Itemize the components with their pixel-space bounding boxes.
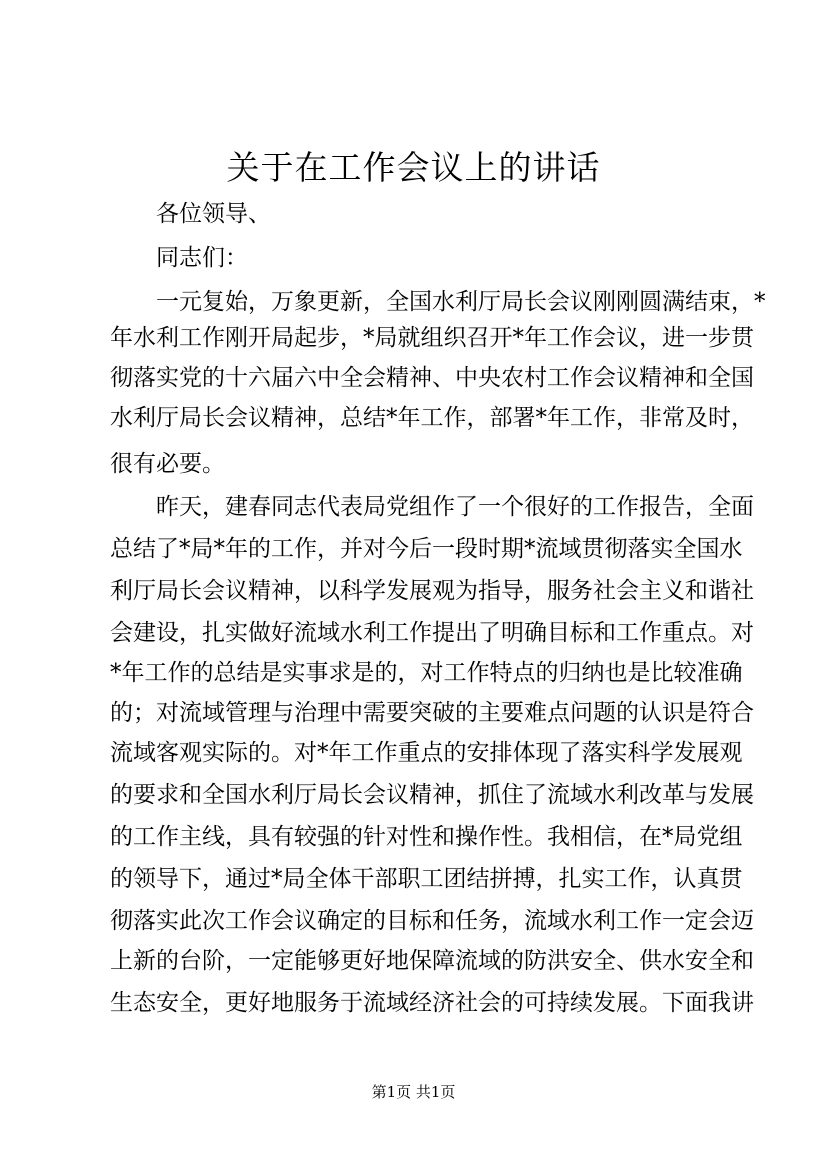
paragraph-2-line: 的工作主线，具有较强的针对性和操作性。我相信，在*局党组 — [110, 824, 743, 850]
document-title: 关于在工作会议上的讲话 — [226, 148, 601, 187]
page-number-footer: 第1页 共1页 — [371, 1083, 456, 1101]
paragraph-2-line: 流域客观实际的。对*年工作重点的安排体现了落实科学发展观 — [110, 740, 743, 766]
paragraph-2-line: 的要求和全国水利厅局长会议精神，抓住了流域水利改革与发展 — [110, 782, 754, 808]
paragraph-2-line: 会建设，扎实做好流域水利工作提出了明确目标和工作重点。对 — [110, 620, 754, 646]
paragraph-1-line: 年水利工作刚开局起步，*局就组织召开*年工作会议，进一步贯 — [110, 325, 754, 351]
paragraph-1-line: 水利厅局长会议精神，总结*年工作，部署*年工作，非常及时， — [110, 405, 754, 431]
paragraph-2-line: *年工作的总结是实事求是的，对工作特点的归纳也是比较准确 — [110, 660, 743, 686]
paragraph-1-line: 彻落实党的十六届六中全会精神、中央农村工作会议精神和全国 — [110, 365, 754, 391]
paragraph-2-line: 总结了*局*年的工作，并对今后一段时期*流域贯彻落实全国水 — [110, 536, 743, 562]
paragraph-2-line: 利厅局长会议精神，以科学发展观为指导，服务社会主义和谐社 — [110, 578, 754, 604]
salutation-comrades: 同志们： — [156, 245, 248, 271]
paragraph-1-line: 一元复始，万象更新，全国水利厅局长会议刚刚圆满结束，* — [156, 289, 766, 315]
paragraph-2-line: 生态安全，更好地服务于流域经济社会的可持续发展。下面我讲 — [110, 990, 754, 1016]
paragraph-2-line: 的领导下，通过*局全体干部职工团结拼搏，扎实工作，认真贯 — [110, 866, 743, 892]
paragraph-2-line: 上新的台阶，一定能够更好地保障流域的防洪安全、供水安全和 — [110, 948, 754, 974]
paragraph-2-line: 昨天，建春同志代表局党组作了一个很好的工作报告，全面 — [156, 494, 754, 520]
paragraph-1-line: 很有必要。 — [110, 451, 225, 477]
salutation-leaders: 各位领导、 — [156, 201, 271, 227]
paragraph-2-line: 彻落实此次工作会议确定的目标和任务，流域水利工作一定会迈 — [110, 908, 754, 934]
paragraph-2-line: 的；对流域管理与治理中需要突破的主要难点问题的认识是符合 — [110, 700, 754, 726]
